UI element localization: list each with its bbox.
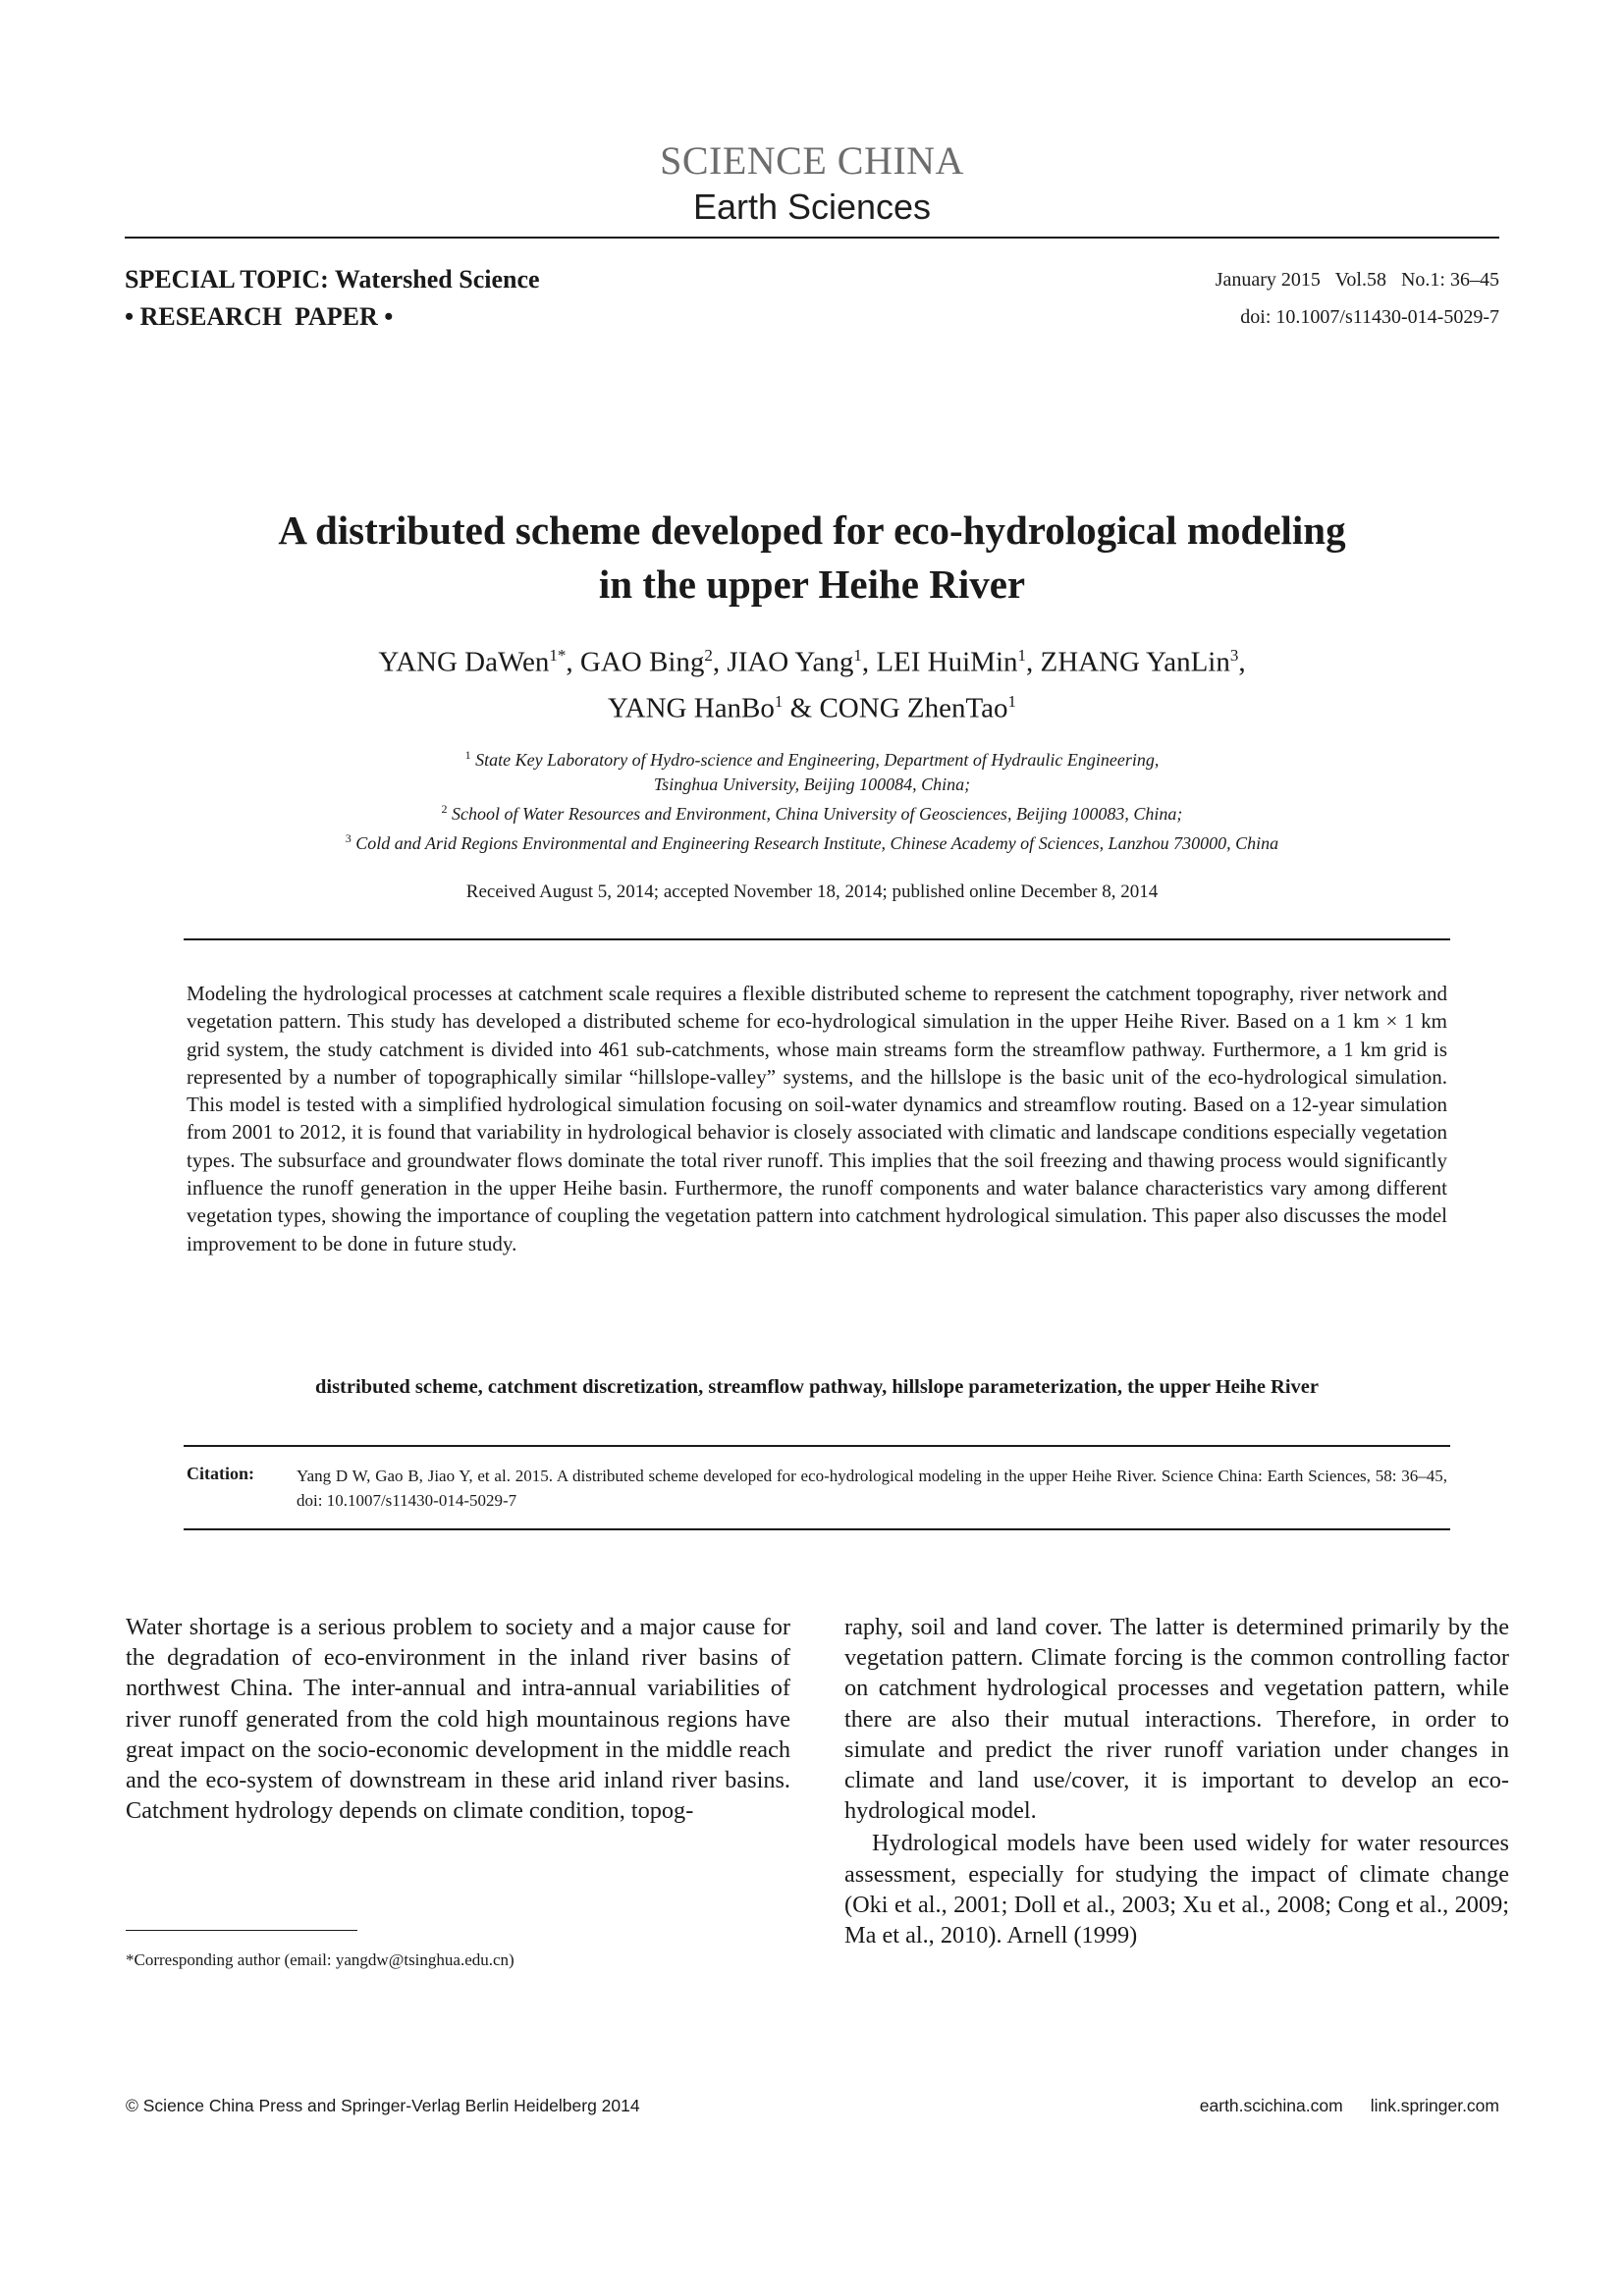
body-paragraph: raphy, soil and land cover. The latter is determined primarily by the vegetation pattern. Climate forcing is the common controlling factor on catchment hydrological processes and vegetation pattern, while there are also their mutual interactions. Therefore, in order to simulate and predict the river runoff variation under changes in climate and land use/cover, it is important to develop an eco-hydrological model. — [844, 1614, 1509, 1825]
affiliation-text: Cold and Arid Regions Environmental and Engineering Research Institute, Chinese Academy of Sciences, Lanzhou 730000, China — [355, 833, 1279, 853]
author-affiliation: 1 — [1017, 646, 1027, 665]
citation-bottom-rule — [184, 1528, 1450, 1530]
issue-block — [1216, 261, 1499, 336]
author-name: ZHANG YanLin — [1040, 646, 1230, 678]
author-sep: , — [712, 646, 728, 678]
author-name: YANG HanBo — [607, 692, 775, 724]
affiliation-text: School of Water Resources and Environment, China University of Geosciences, Beijing 100083, China; — [452, 804, 1183, 824]
author-line-1 — [147, 636, 1477, 682]
springer-link[interactable]: link.springer.com — [1370, 2096, 1499, 2115]
title-line-1: A distributed scheme developed for eco-hydrological modeling — [278, 507, 1346, 553]
citation-top-rule — [184, 1445, 1450, 1447]
author-name: LEI HuiMin — [876, 646, 1018, 678]
affiliation-number: 1 — [464, 748, 471, 762]
footnote-rule — [126, 1930, 357, 1931]
body-paragraph: Hydrological models have been used widely for water resources assessment, especially for studying the impact of climate change (Oki et al., 2001; Doll et al., 2003; Xu et al., 2008; Cong et al., 2009; Ma et al., 2010). Arnell (1999) — [844, 1830, 1509, 1949]
author-affiliation: 3 — [1229, 646, 1239, 665]
keywords: distributed scheme, catchment discretization, streamflow pathway, hillslope parameterization, the upper Heihe River — [314, 1376, 1320, 1398]
issue-info: January 2015 Vol.58 No.1: 36–45 — [1215, 269, 1499, 291]
affiliations — [147, 743, 1477, 856]
affiliation-text: State Key Laboratory of Hydro-science and Engineering, Department of Hydraulic Engineering, — [475, 750, 1160, 770]
copyright: © Science China Press and Springer-Verlag Berlin Heidelberg 2014 — [126, 2096, 640, 2115]
author-sep: , — [1026, 646, 1041, 678]
journal-section: Earth Sciences — [692, 187, 932, 227]
affiliation-3 — [147, 827, 1477, 856]
affiliation-1 — [147, 743, 1477, 773]
header-rule — [125, 237, 1499, 239]
topic-block — [125, 261, 540, 336]
title-line-2: in the upper Heihe River — [598, 561, 1026, 607]
journal-link[interactable]: earth.scichina.com — [1199, 2096, 1343, 2115]
affiliation-2 — [147, 797, 1477, 827]
author-affiliation: 1 — [774, 691, 784, 711]
author-affiliation: 2 — [704, 646, 713, 665]
author-sep: , — [566, 646, 580, 678]
special-topic: SPECIAL TOPIC: Watershed Science — [125, 265, 540, 294]
corresponding-author-footnote: *Corresponding author (email: yangdw@tsinghua.edu.cn) — [126, 1950, 514, 1969]
author-affiliation: 1* — [549, 646, 567, 665]
author-line-2 — [147, 682, 1477, 728]
author-affiliation: 1 — [1007, 691, 1017, 711]
abstract-top-rule — [184, 938, 1450, 940]
author-name: JIAO Yang — [727, 646, 854, 678]
paper-title — [147, 504, 1477, 612]
author-list — [147, 636, 1477, 727]
author-affiliation: 1 — [853, 646, 862, 665]
received-dates: Received August 5, 2014; accepted November 18, 2014; published online December 8, 2014 — [465, 881, 1159, 902]
citation-label: Citation: — [187, 1464, 254, 1483]
author-sep: , — [1238, 646, 1246, 678]
author-sep: & — [783, 692, 820, 724]
author-name: YANG DaWen — [378, 646, 550, 678]
abstract: Modeling the hydrological processes at catchment scale requires a flexible distributed scheme to represent the catchment topography, river network and vegetation pattern. This study has developed a distributed scheme for eco-hydrological simulation in the upper Heihe River. Based on a 1 km × 1 km grid system, the study catchment is divided into 461 sub-catchments, whose main streams form the streamflow pathway. Furthermore, a 1 km grid is represented by a number of topographically similar “hillslope-valley” systems, and the hillslope is the basic unit of the eco-hydrological simulation. This model is tested with a simplified hydrological simulation focusing on soil-water dynamics and streamflow routing. Based on a 12-year simulation from 2001 to 2012, it is found that variability in hydrological behavior is closely associated with climatic and landscape conditions especially vegetation types. The subsurface and groundwater flows dominate the total river runoff. This implies that the soil freezing and thawing process would significantly influence the runoff generation in the upper Heihe basin. Furthermore, the runoff components and water balance characteristics vary among different vegetation types, showing the importance of coupling the vegetation pattern into catchment hydrological simulation. This paper also discusses the model improvement to be done in future study. — [187, 982, 1447, 1255]
affiliation-number: 3 — [345, 831, 352, 845]
author-name: GAO Bing — [579, 646, 705, 678]
doi: doi: 10.1007/s11430-014-5029-7 — [1240, 306, 1499, 328]
affiliation-number: 2 — [441, 802, 448, 816]
journal-name: SCIENCE CHINA — [660, 138, 964, 183]
footer-links — [1200, 2096, 1499, 2116]
paper-type: • RESEARCH PAPER • — [125, 302, 394, 331]
body-paragraph: Water shortage is a serious problem to society and a major cause for the degradation of eco-environment in the inland river basins of northwest China. The inter-annual and intra-annual variabilities of river runoff generated from the cold high mountainous regions have great impact on the socio-economic development in the middle reach and the eco-system of downstream in these arid inland river basins. Catchment hydrology depends on climate condition, topog- — [126, 1614, 790, 1825]
body-column-right — [844, 1612, 1509, 1950]
affiliation-1-cont: Tsinghua University, Beijing 100084, China; — [653, 774, 971, 794]
citation-text: Yang D W, Gao B, Jiao Y, et al. 2015. A distributed scheme developed for eco-hydrological modeling in the upper Heihe River. Science China: Earth Sciences, 58: 36–45, doi: 10.1007/s11430-014-5029-7 — [297, 1467, 1447, 1510]
body-column-left — [126, 1612, 790, 1826]
author-sep: , — [861, 646, 877, 678]
author-name: CONG ZhenTao — [819, 692, 1008, 724]
